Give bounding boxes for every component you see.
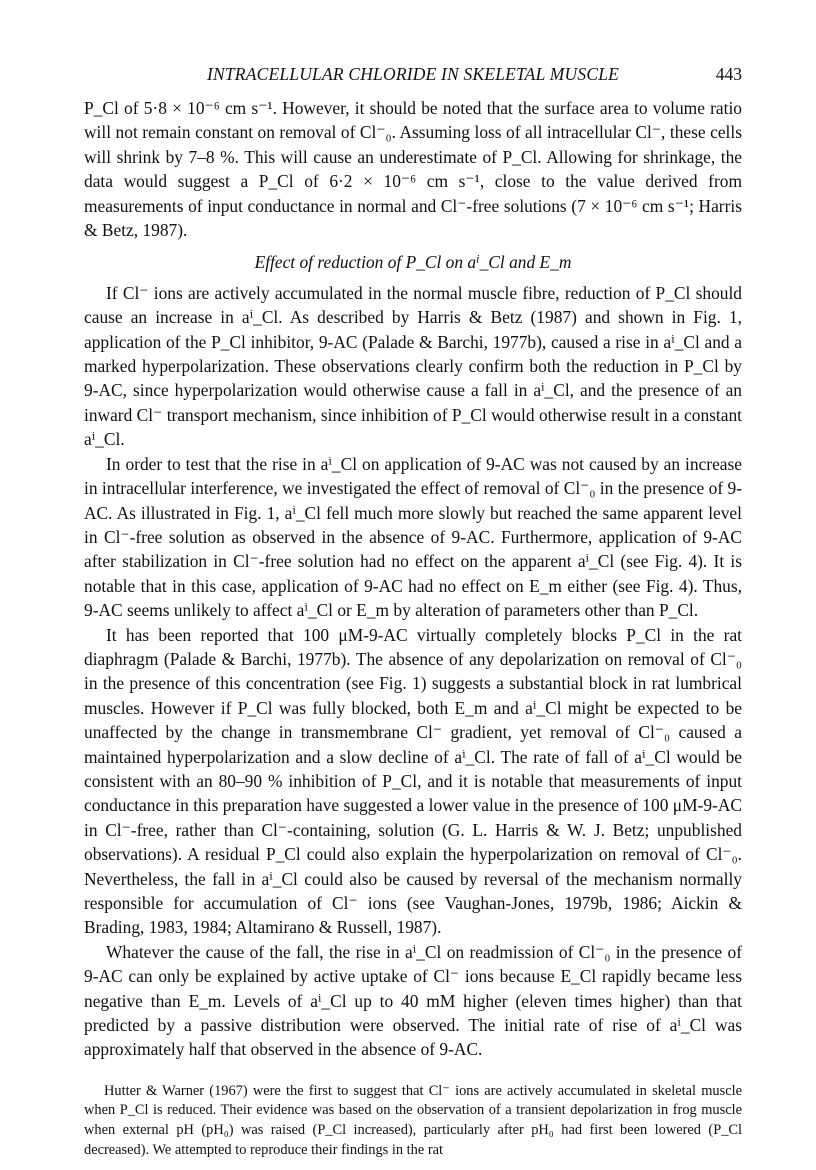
paragraph-active-uptake: Whatever the cause of the fall, the rise in aⁱ_Cl on readmission of Cl⁻₀ in the presence of 9-AC can only be explained by active uptake of Cl⁻ ions because E_Cl rapidly became less negative than E_m. Levels of aⁱ_Cl up to 40 mM higher (eleven times higher) than that predicted by a passive distribution were observed. The initial rate of rise of aⁱ_Cl was approximately half that observed in the absence of 9-AC. bbox=[84, 941, 742, 1060]
section-heading: Effect of reduction of P_Cl on aⁱ_Cl and E_m bbox=[254, 252, 572, 273]
journal-page bbox=[84, 62, 742, 1160]
footnote bbox=[84, 1082, 742, 1160]
paragraph-9ac-block: It has been reported that 100 μM-9-AC virtually completely blocks P_Cl in the rat diaphragm (Palade & Barchi, 1977b). The absence of any depolarization on removal of Cl⁻₀ in the presence of this concentration (see Fig. 1) suggests a substantial block in rat lumbrical muscles. However if P_Cl was fully blocked, both E_m and aⁱ_Cl might be expected to be unaffected by the change in transmembrane Cl⁻ gradient, yet removal of Cl⁻₀ caused a maintained hyperpolarization and a slow decline of aⁱ_Cl. The rate of fall of aⁱ_Cl would be consistent with an 80–90 % inhibition of P_Cl, and it is notable that measurements of input conductance in this preparation have suggested a lower value in the presence of 100 μM-9-AC in Cl⁻-free, rather than Cl⁻-containing, solution (G. L. Harris & W. J. Betz; unpublished observations). A residual P_Cl could also explain the hyperpolarization on removal of Cl⁻₀. Nevertheless, the fall in aⁱ_Cl could also be caused by reversal of the mechanism normally responsible for accumulation of Cl⁻ ions (see Vaughan-Jones, 1979b, 1986; Aickin & Brading, 1983, 1984; Altamirano & Russell, 1987). bbox=[84, 624, 742, 938]
paragraph-reduction-pcl: If Cl⁻ ions are actively accumulated in the normal muscle fibre, reduction of P_Cl should cause an increase in aⁱ_Cl. As described by Harris & Betz (1987) and shown in Fig. 1, application of the P_Cl inhibitor, 9-AC (Palade & Barchi, 1977b), caused a rise in aⁱ_Cl and a marked hyperpolarization. These observations clearly confirm both the reduction in P_Cl by 9-AC, since hyperpolarization would otherwise cause a fall in aⁱ_Cl, and the presence of an inward Cl⁻ transport mechanism, since inhibition of P_Cl would otherwise result in a constant aⁱ_Cl. bbox=[84, 282, 742, 450]
page-number: 443 bbox=[715, 64, 742, 84]
page-header bbox=[84, 62, 742, 90]
footnote-text: Hutter & Warner (1967) were the first to suggest that Cl⁻ ions are actively accumulated in skeletal muscle when P_Cl is reduced. Their evidence was based on the observation of a transient depolarization in frog muscle when external pH (pH₀) was raised (P_Cl increased), particularly after pH₀ had first been lowered (P_Cl decreased). We attempted to reproduce their findings in the rat bbox=[84, 1082, 742, 1158]
running-title: INTRACELLULAR CHLORIDE IN SKELETAL MUSCLE bbox=[206, 64, 620, 84]
paragraph-pcl-shrinkage: P_Cl of 5·8 × 10⁻⁶ cm s⁻¹. However, it should be noted that the surface area to volume ratio will not remain constant on removal of Cl⁻₀. Assuming loss of all intracellular Cl⁻, these cells will shrink by 7–8 %. This will cause an underestimate of P_Cl. Allowing for shrinkage, the data would suggest a P_Cl of 6·2 × 10⁻⁶ cm s⁻¹, close to the value derived from measurements of input conductance in normal and Cl⁻-free solutions (7 × 10⁻⁶ cm s⁻¹; Harris & Betz, 1987). bbox=[84, 98, 742, 241]
paragraph-interference-test: In order to test that the rise in aⁱ_Cl on application of 9-AC was not caused by an increase in intracellular interference, we investigated the effect of removal of Cl⁻₀ in the presence of 9-AC. As illustrated in Fig. 1, aⁱ_Cl fell much more slowly but reached the same apparent level in Cl⁻-free solution as observed in the absence of 9-AC. Furthermore, application of 9-AC after stabilization in Cl⁻-free solution had no effect on the apparent aⁱ_Cl (see Fig. 4). It is notable that in this case, application of 9-AC had no effect on E_m either (see Fig. 4). Thus, 9-AC seems unlikely to affect aⁱ_Cl or E_m by alteration of parameters other than P_Cl. bbox=[84, 453, 742, 621]
